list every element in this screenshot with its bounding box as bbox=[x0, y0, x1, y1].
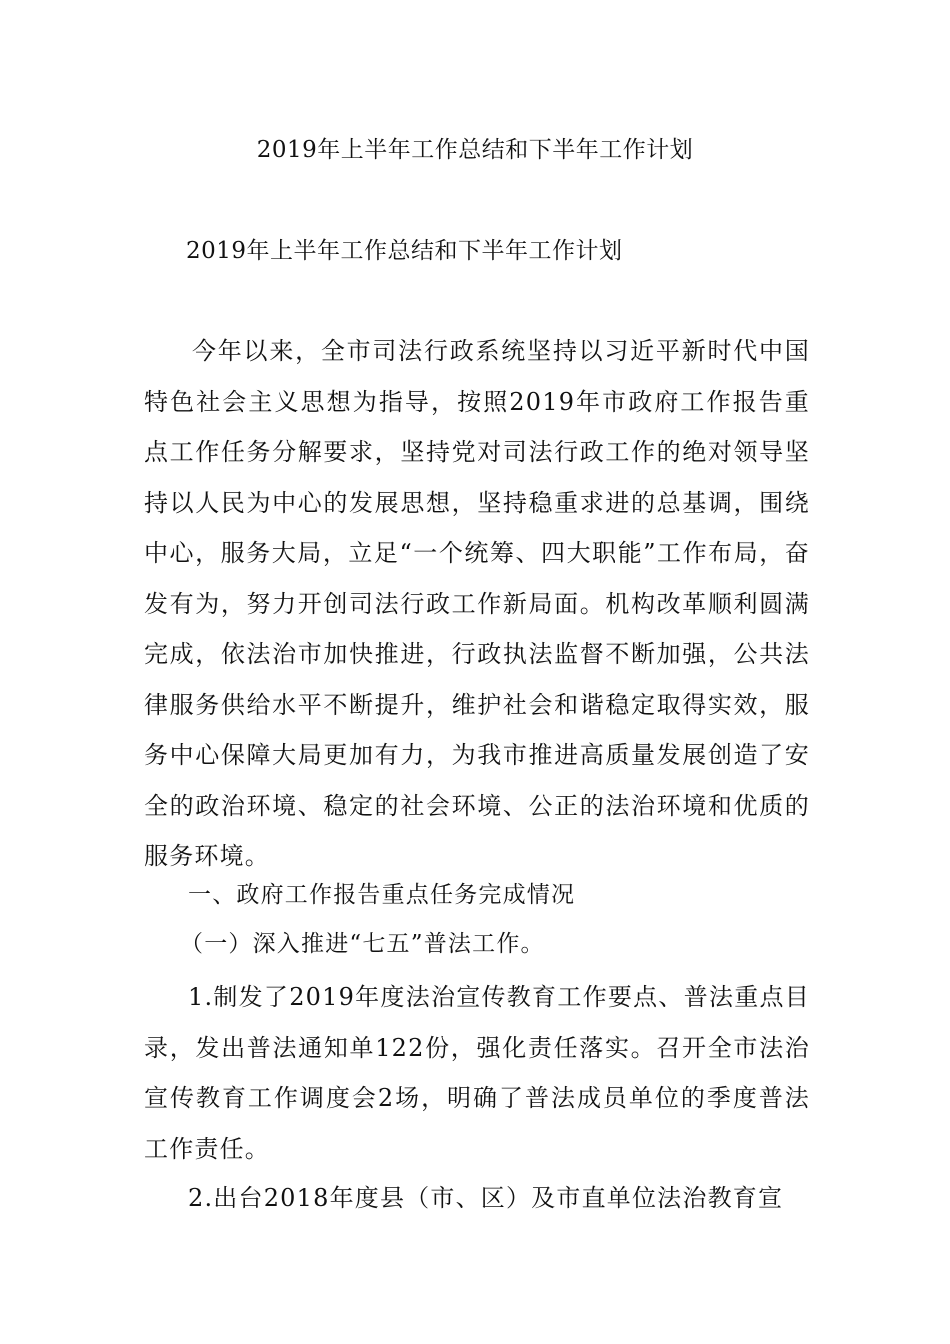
document-title: 2019年上半年工作总结和下半年工作计划 bbox=[256, 137, 694, 163]
list-item-2: 2.出台2018年度县（市、区）及市直单位法治教育宣 bbox=[188, 1184, 784, 1212]
subsection-heading: （一）深入推进“七五”普法工作。 bbox=[180, 931, 545, 957]
intro-paragraph: 今年以来，全市司法行政系统坚持以习近平新时代中国特色社会主义思想为指导，按照2019年市政府工作报告重点工作任务分解要求，坚持党对司法行政工作的绝对领导坚持以人民为中心的发展思想，坚持稳重求进的总基调，围绕中心，服务大局，立足“一个统筹、四大职能”工作布局，奋发有为，努力开创司法行政工作新局面。机构改革顺利圆满完成，依法治市加快推进，行政执法监督不断加强，公共法律服务供给水平不断提升，维护社会和谐稳定取得实效，服务中心保障大局更加有力，为我市推进高质量发展创造了安全的政治环境、稳定的社会环境、公正的法治环境和优质的服务环境。 bbox=[144, 337, 810, 870]
document-subtitle: 2019年上半年工作总结和下半年工作计划 bbox=[186, 238, 623, 264]
section-heading: 一、政府工作报告重点任务完成情况 bbox=[188, 882, 576, 908]
list-item-1: 1.制发了2019年度法治宣传教育工作要点、普法重点目录，发出普法通知单122份，强化责任落实。召开全市法治宣传教育工作调度会2场，明确了普法成员单位的季度普法工作责任。 bbox=[144, 983, 810, 1163]
